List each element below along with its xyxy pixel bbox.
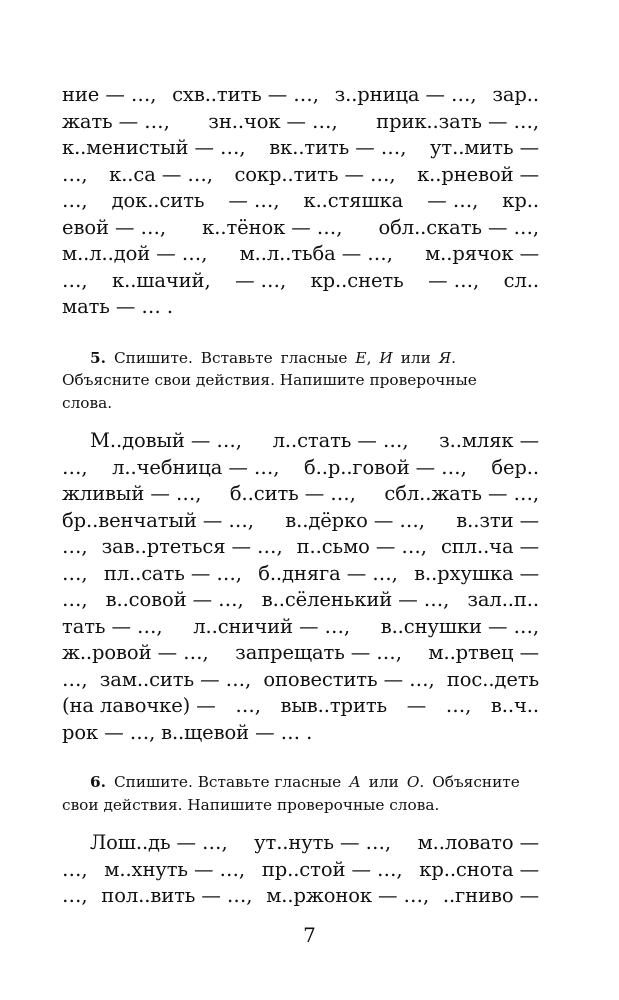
exercise-5-instructions	[62, 347, 539, 415]
exercise-number: 6.	[90, 773, 106, 791]
exercise-4-text	[62, 82, 539, 321]
text-line: …, к..шачий, — …, кр..снеть — …, сл..	[62, 268, 539, 292]
text-line: …, к..са — …, сокр..тить — …, к..рневой —	[62, 162, 539, 186]
text-line: жливый — …, б..сить — …, сбл..жать — …,	[62, 482, 539, 505]
text-line: Лош..дь — …, ут..нуть — …, м..ловато —	[90, 831, 539, 854]
instruction-line: свои действия. Напишите проверочные слова.	[62, 795, 440, 814]
text-line: …, л..чебница — …, б..р..говой — …, бер..	[62, 455, 539, 479]
text-line: мать — … .	[62, 295, 173, 318]
text-line: …, пл..сать — …, б..дняга — …, в..рхушка —	[62, 561, 539, 585]
text-line: …, зам..сить — …, оповестить — …, пос..деть	[62, 667, 539, 691]
letter-i: И	[379, 348, 393, 367]
instruction-line: 5. Спишите. Вставьте гласные Е, И или Я.	[62, 347, 539, 370]
book-page	[62, 82, 539, 910]
text-line: …, в..совой — …, в..сёленький — …, зал..п..	[62, 588, 539, 611]
text-line: м..л..дой — …, м..л..тьба — …, м..рячок —	[62, 242, 539, 265]
text-line: …, док..сить — …, к..стяшка — …, кр..	[62, 189, 539, 212]
text-line: (на лавочке) — …, выв..трить — …, в..ч..	[62, 694, 539, 717]
letter-a: А	[349, 773, 361, 791]
letter-o: О	[406, 773, 420, 791]
text-line: М..довый — …, л..стать — …, з..мляк —	[90, 429, 539, 452]
letter-e: Е	[355, 348, 367, 367]
text-line: …, зав..ртеться — …, п..сьмо — …, спл..ча —	[62, 535, 539, 558]
exercise-number: 5.	[90, 348, 106, 367]
text-line: к..менистый — …, вк..тить — …, ут..мить —	[62, 136, 539, 159]
exercise-5-text	[62, 428, 539, 746]
text-line: рок — …, в..щевой — … .	[62, 720, 313, 744]
text-line: жать — …, зн..чок — …, прик..зать — …,	[62, 109, 539, 133]
instruction-line: 6. Спишите. Вставьте гласные А или О. Объясните	[62, 771, 539, 794]
exercise-6-text	[62, 830, 539, 910]
text-line: …, пол..вить — …, м..ржонок — …, ..гниво —	[62, 884, 539, 907]
text-line: ж..ровой — …, запрещать — …, м..ртвец —	[62, 641, 539, 664]
text-line: евой — …, к..тёнок — …, обл..скать — …,	[62, 215, 539, 239]
text-line: ние — …, схв..тить — …, з..рница — …, зар..	[62, 83, 539, 106]
text-line: бр..венчатый — …, в..дёрко — …, в..зти —	[62, 508, 539, 532]
text-line: тать — …, л..сничий — …, в..снушки — …,	[62, 614, 539, 638]
page-number: 7	[303, 923, 316, 947]
exercise-6-instructions	[62, 771, 539, 816]
instruction-line: слова.	[62, 393, 113, 412]
letter-ya: Я	[438, 348, 452, 367]
text-line: …, м..хнуть — …, пр..стой — …, кр..снота —	[62, 857, 539, 881]
instruction-line: Объясните свои действия. Напишите проверочные	[62, 371, 477, 389]
